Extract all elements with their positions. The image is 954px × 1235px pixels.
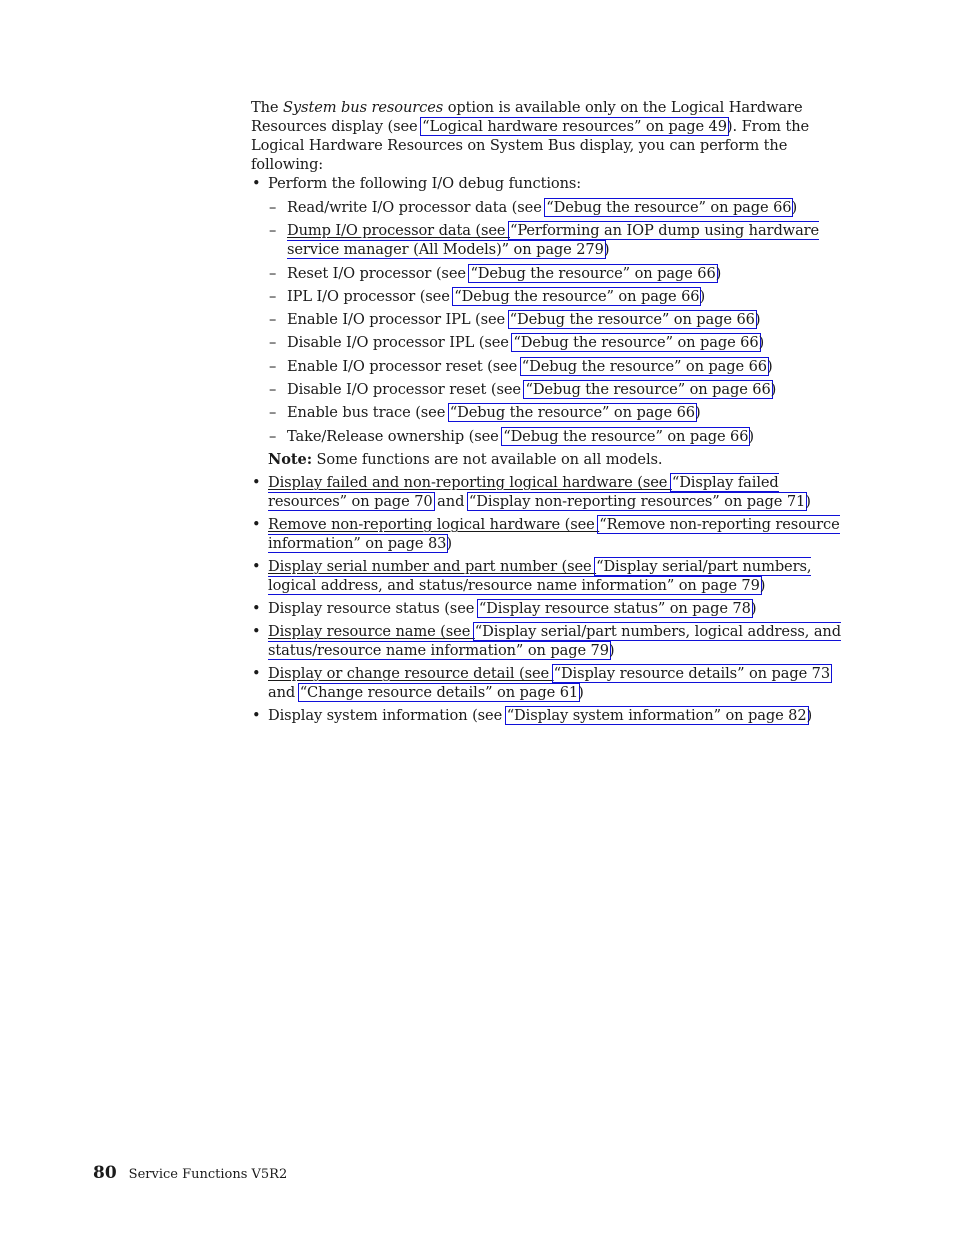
list-item-io-debug — [251, 174, 851, 469]
link-logical-hardware-resources[interactable]: “Logical hardware resources” on page 49 — [422, 118, 727, 135]
sub-item-disable-ipl: – Disable I/O processor IPL (see “Debug the resource” on page 66) — [268, 333, 851, 352]
list-item-remove: • Remove non-reporting logical hardware (see “Remove non-reporting resource information” on page 83) — [251, 515, 851, 553]
intro-text-1: The — [251, 99, 284, 116]
link-display-failed[interactable]: “Display failed resources” on page 70 — [268, 473, 779, 510]
intro-paragraph — [251, 98, 851, 174]
link-iop-dump[interactable]: “Performing an IOP dump using hardware service manager (All Models)” on page 279 — [287, 222, 820, 259]
link-display-serial[interactable]: “Display serial/part numbers, logical address, and status/resource name information” on page 79 — [268, 622, 841, 659]
link-display-details[interactable]: “Display resource details” on page 73 — [553, 664, 831, 682]
list-item-detail: • Display or change resource detail (see “Display resource details” on page 73 and “Change resource details” on page 61) — [251, 664, 851, 702]
list-item-failed: • Display failed and non-reporting logical hardware (see “Display failed resources” on page 70 and “Display non-reporting resources” on page 71) — [251, 473, 851, 511]
list-item-status: • Display resource status (see “Display resource status” on page 78) — [251, 599, 851, 618]
link-debug-resource[interactable]: “Debug the resource” on page 66 — [521, 357, 767, 375]
io-debug-sublist — [268, 198, 851, 446]
link-display-non-reporting[interactable]: “Display non-reporting resources” on page 71 — [468, 492, 806, 510]
function-list — [251, 174, 851, 725]
sub-item-read-write: – Read/write I/O processor data (see “Debug the resource” on page 66) — [268, 198, 851, 217]
note-text: Some functions are not available on all models. — [312, 450, 663, 468]
list-item-sysinfo: • Display system information (see “Display system information” on page 82) — [251, 706, 851, 725]
link-debug-resource[interactable]: “Debug the resource” on page 66 — [546, 199, 792, 216]
sub-item-disable-reset: – Disable I/O processor reset (see “Debug the resource” on page 66) — [268, 380, 851, 399]
link-debug-resource[interactable]: “Debug the resource” on page 66 — [525, 381, 771, 399]
note — [268, 450, 851, 469]
link-debug-resource[interactable]: “Debug the resource” on page 66 — [509, 311, 755, 329]
link-change-details[interactable]: “Change resource details” on page 61 — [299, 683, 579, 701]
sub-item-enable-ipl: – Enable I/O processor IPL (see “Debug the resource” on page 66) — [268, 310, 851, 329]
page-footer — [93, 1163, 287, 1185]
sub-item-bus-trace: – Enable bus trace (see “Debug the resource” on page 66) — [268, 403, 851, 422]
link-display-system-info[interactable]: “Display system information” on page 82 — [506, 706, 807, 724]
footer-title: Service Functions V5R2 — [128, 1167, 288, 1182]
list-item-serial: • Display serial number and part number (see “Display serial/part numbers, logical address, and status/resource name information” on page 79) — [251, 557, 851, 595]
link-debug-resource[interactable]: “Debug the resource” on page 66 — [449, 404, 695, 422]
link-display-serial[interactable]: “Display serial/part numbers, logical address, and status/resource name information” on page 79 — [268, 557, 812, 594]
io-debug-text: Perform the following I/O debug functions: — [268, 175, 582, 192]
link-remove-non-reporting[interactable]: “Remove non-reporting resource information” on page 83 — [268, 515, 840, 552]
link-debug-resource[interactable]: “Debug the resource” on page 66 — [454, 287, 700, 305]
page-body — [251, 98, 851, 729]
sub-item-dump: – Dump I/O processor data (see “Performing an IOP dump using hardware service manager (All Models)” on page 279) — [268, 221, 851, 259]
intro-text-3: ). From the Logical Hardware Resources on System Bus display, you can perform the following: — [251, 118, 810, 173]
sub-item-reset: – Reset I/O processor (see “Debug the resource” on page 66) — [268, 264, 851, 283]
sub-item-ipl: – IPL I/O processor (see “Debug the resource” on page 66) — [268, 287, 851, 306]
link-debug-resource[interactable]: “Debug the resource” on page 66 — [513, 334, 759, 352]
sub-item-enable-reset: – Enable I/O processor reset (see “Debug the resource” on page 66) — [268, 357, 851, 376]
sub-item-ownership: – Take/Release ownership (see “Debug the resource” on page 66) — [268, 427, 851, 446]
link-debug-resource[interactable]: “Debug the resource” on page 66 — [470, 264, 716, 282]
intro-text-2: option is available only on the Logical Hardware Resources display (see — [251, 99, 803, 135]
intro-emphasis: System bus resources — [283, 99, 444, 116]
link-debug-resource[interactable]: “Debug the resource” on page 66 — [503, 427, 749, 445]
note-label: Note: — [268, 450, 312, 468]
link-display-status[interactable]: “Display resource status” on page 78 — [478, 599, 751, 617]
page-number: 80 — [93, 1163, 117, 1183]
list-item-name: • Display resource name (see “Display serial/part numbers, logical address, and status/resource name information” on page 79) — [251, 622, 851, 660]
